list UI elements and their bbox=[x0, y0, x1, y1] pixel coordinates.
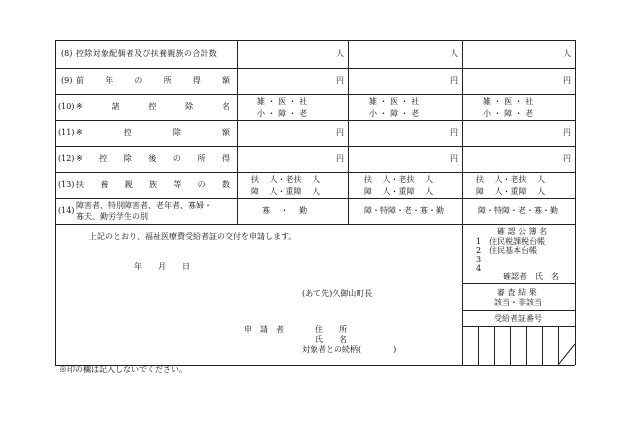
dependents-cell-top: 扶 人・老扶 人 bbox=[476, 175, 546, 184]
deduction-cell-top: 雑 ・ 医 ・ 社 bbox=[483, 97, 534, 106]
unit-cell: 円 bbox=[450, 154, 458, 163]
confirm-item: 2 住民基本台帳 bbox=[476, 246, 538, 255]
row-border bbox=[55, 68, 575, 69]
category-cell: 障・特障・老・寡・勤 bbox=[364, 206, 444, 215]
deduction-cell-bottom: 小 ・ 障 ・ 老 bbox=[483, 109, 534, 118]
row-border bbox=[55, 94, 575, 95]
review-box-bottom bbox=[462, 310, 575, 311]
row-label: 扶 養 親 族 等 の 数 bbox=[76, 180, 230, 189]
form-border-left bbox=[55, 40, 56, 365]
review-value: 該当・非該当 bbox=[494, 298, 542, 307]
row-label-bottom: 寡夫、勤労学生の別 bbox=[76, 212, 148, 221]
unit-cell: 人 bbox=[336, 49, 344, 58]
cert-diagonal bbox=[558, 343, 576, 366]
cert-cell-divider bbox=[542, 326, 543, 365]
cert-cell-divider bbox=[510, 326, 511, 365]
dependents-cell-bottom: 障 人・重障 人 bbox=[476, 187, 546, 196]
name-label: 氏 名 bbox=[315, 335, 347, 344]
dependents-cell-top: 扶 人・老扶 人 bbox=[251, 175, 321, 184]
row-number: (14) bbox=[58, 206, 75, 215]
row-number: (12) bbox=[58, 154, 75, 163]
deduction-cell-bottom: 小 ・ 障 ・ 老 bbox=[369, 109, 420, 118]
row-label: 前 年 の 所 得 額 bbox=[76, 76, 230, 85]
unit-cell: 円 bbox=[563, 154, 571, 163]
confirm-item: 4 bbox=[476, 264, 482, 273]
col-divider bbox=[237, 40, 238, 224]
dependents-cell-bottom: 障 人・重障 人 bbox=[364, 187, 434, 196]
dependents-cell-top: 扶 人・老扶 人 bbox=[364, 175, 434, 184]
unit-cell: 円 bbox=[563, 76, 571, 85]
deduction-cell-top: 雑 ・ 医 ・ 社 bbox=[369, 97, 420, 106]
row-border bbox=[55, 146, 575, 147]
unit-cell: 円 bbox=[450, 128, 458, 137]
unit-cell: 円 bbox=[450, 76, 458, 85]
cert-number-title: 受給者証番号 bbox=[494, 314, 542, 323]
row-border bbox=[55, 172, 575, 173]
cert-cell-divider bbox=[526, 326, 527, 365]
unit-cell: 人 bbox=[563, 49, 571, 58]
cert-cell-divider bbox=[478, 326, 479, 365]
deduction-cell-top: 雑 ・ 医 ・ 社 bbox=[257, 97, 308, 106]
application-statement: 上記のとおり、福祉医療費受給者証の交付を申請します。 bbox=[89, 232, 297, 241]
confirmer-label: 確認者 氏 名 bbox=[503, 272, 559, 281]
applicant-label: 申 請 者 bbox=[244, 325, 284, 334]
row-label: ※ 控 除 額 bbox=[76, 128, 230, 137]
row-label: ※ 控 除 後 の 所 得 bbox=[76, 154, 230, 163]
row-label-top: 障害者、特別障害者、老年者、寡婦・ bbox=[76, 201, 212, 210]
unit-cell: 円 bbox=[336, 128, 344, 137]
category-cell: 障・特障・老・寡・勤 bbox=[478, 206, 558, 215]
category-cell: 寡 ・ 勤 bbox=[262, 206, 308, 215]
unit-cell: 円 bbox=[336, 154, 344, 163]
relation-label: 対象者との続柄( ) bbox=[302, 345, 397, 354]
col-divider bbox=[348, 40, 349, 224]
application-date: 年 月 日 bbox=[134, 262, 190, 271]
confirm-item: 3 bbox=[476, 255, 482, 264]
review-title: 審 査 結 果 bbox=[497, 288, 537, 297]
row-number: (13) bbox=[58, 180, 75, 189]
row-number: (9) bbox=[61, 76, 73, 85]
dependents-cell-bottom: 障 人・重障 人 bbox=[251, 187, 321, 196]
row-number: (8) bbox=[61, 49, 73, 58]
footnote: ※印の欄は記入しないでください。 bbox=[59, 365, 187, 374]
row-number: (11) bbox=[58, 128, 75, 137]
row-border-top bbox=[55, 40, 575, 41]
confirm-box-bottom bbox=[462, 283, 575, 284]
addressee: (あて先)久御山町長 bbox=[302, 289, 373, 298]
row-border bbox=[55, 224, 575, 225]
unit-cell: 円 bbox=[336, 76, 344, 85]
address-label: 住 所 bbox=[315, 325, 347, 334]
row-label: ※ 諸 控 除 名 bbox=[76, 102, 230, 111]
form-border-right bbox=[575, 40, 576, 365]
unit-cell: 円 bbox=[563, 128, 571, 137]
confirm-item: 1 住民税課税台帳 bbox=[476, 237, 546, 246]
row-label: 控除対象配偶者及び扶養親族の合計数 bbox=[76, 49, 218, 58]
cert-cell-divider bbox=[494, 326, 495, 365]
unit-cell: 人 bbox=[450, 49, 458, 58]
confirm-title: 確 認 公 簿 名 bbox=[497, 227, 548, 236]
row-border bbox=[55, 198, 575, 199]
col-divider bbox=[462, 40, 463, 365]
row-number: (10) bbox=[58, 102, 75, 111]
deduction-cell-bottom: 小 ・ 障 ・ 老 bbox=[257, 109, 308, 118]
row-border bbox=[55, 120, 575, 121]
